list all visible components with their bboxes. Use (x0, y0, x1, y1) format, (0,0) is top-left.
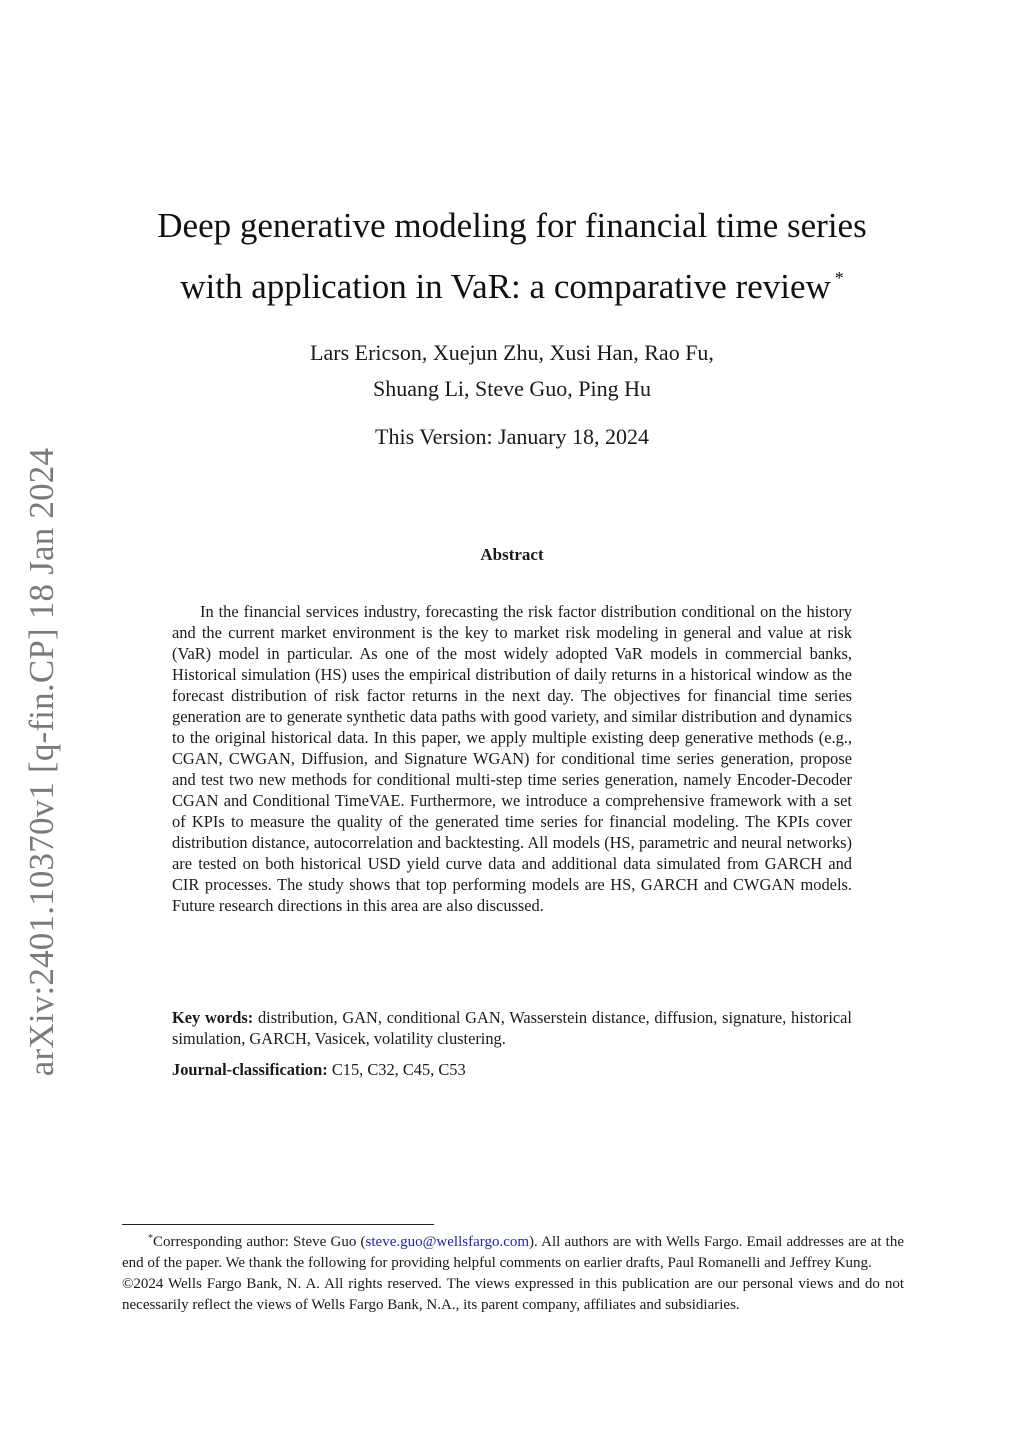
footnote-prefix: Corresponding author: Steve Guo ( (153, 1234, 366, 1250)
footnotes (122, 1228, 904, 1316)
classification-label: Journal-classification: (172, 1060, 328, 1079)
footnote-marker: * (148, 1233, 153, 1244)
footnote-suffix: ). All authors are with Wells Fargo. Email addresses are at the end of the paper. We thank the following for providing helpful comments on earlier drafts, Paul Romanelli and Jeffrey Kung. (122, 1234, 904, 1271)
footnote-divider (122, 1224, 434, 1225)
abstract-heading: Abstract (480, 545, 544, 564)
abstract-body: In the financial services industry, forecasting the risk factor distribution conditional on the history and the current market environment is the key to market risk modeling in general and value at risk (VaR) model in particular. As one of the most widely adopted VaR models in commercial banks, Historical simulation (HS) uses the empirical distribution of daily returns in a historical window as the forecast distribution of risk factor returns in the next day. The objectives for financial time series generation are to generate synthetic data paths with good variety, and similar distribution and dynamics to the original historical data. In this paper, we apply multiple existing deep generative methods (e.g., CGAN, CWGAN, Diffusion, and Signature WGAN) for conditional time series generation, propose and test two new methods for conditional multi-step time series generation, namely Encoder-Decoder CGAN and Conditional TimeVAE. Furthermore, we introduce a comprehensive framework with a set of KPIs to measure the quality of the generated time series for financial modeling. The KPIs cover distribution distance, autocorrelation and backtesting. All models (HS, parametric and neural networks) are tested on both historical USD yield curve data and additional data simulated from GARCH and CIR processes. The study shows that top performing models are HS, GARCH and CWGAN models. Future research directions in this area are also discussed. (172, 602, 852, 915)
authors-line-2: Shuang Li, Steve Guo, Ping Hu (372, 376, 652, 401)
keywords-text: distribution, GAN, conditional GAN, Wasserstein distance, diffusion, signature, historical simulation, GARCH, Vasicek, volatility clustering. (172, 1008, 852, 1048)
keywords-label: Key words: (172, 1008, 254, 1027)
title-line-2 (100, 252, 924, 313)
arxiv-stamp: arXiv:2401.10370v1 [q-fin.CP] 18 Jan 2024 (22, 447, 61, 1077)
keywords (172, 1007, 852, 1049)
title-line-1: Deep generative modeling for financial time series (157, 206, 867, 245)
title-line-2-text: with application in VaR: a comparative review (180, 267, 831, 306)
classification-text: C15, C32, C45, C53 (331, 1060, 466, 1079)
author-email-link[interactable]: steve.guo@wellsfargo.com (365, 1234, 530, 1250)
footnote-copyright: ©2024 Wells Fargo Bank, N. A. All rights reserved. The views expressed in this publication are our personal views and do not necessarily reflect the views of Wells Fargo Bank, N.A., its parent company, affiliates and subsidiaries. (122, 1276, 904, 1313)
author-list (200, 335, 824, 407)
version-date: This Version: January 18, 2024 (375, 424, 649, 449)
paper-title (100, 200, 924, 313)
title-footnote-marker[interactable]: * (834, 268, 844, 288)
authors-line-1: Lars Ericson, Xuejun Zhu, Xusi Han, Rao Fu, (310, 340, 714, 365)
journal-classification (172, 1059, 852, 1080)
footnote-corresponding-author (122, 1228, 904, 1274)
